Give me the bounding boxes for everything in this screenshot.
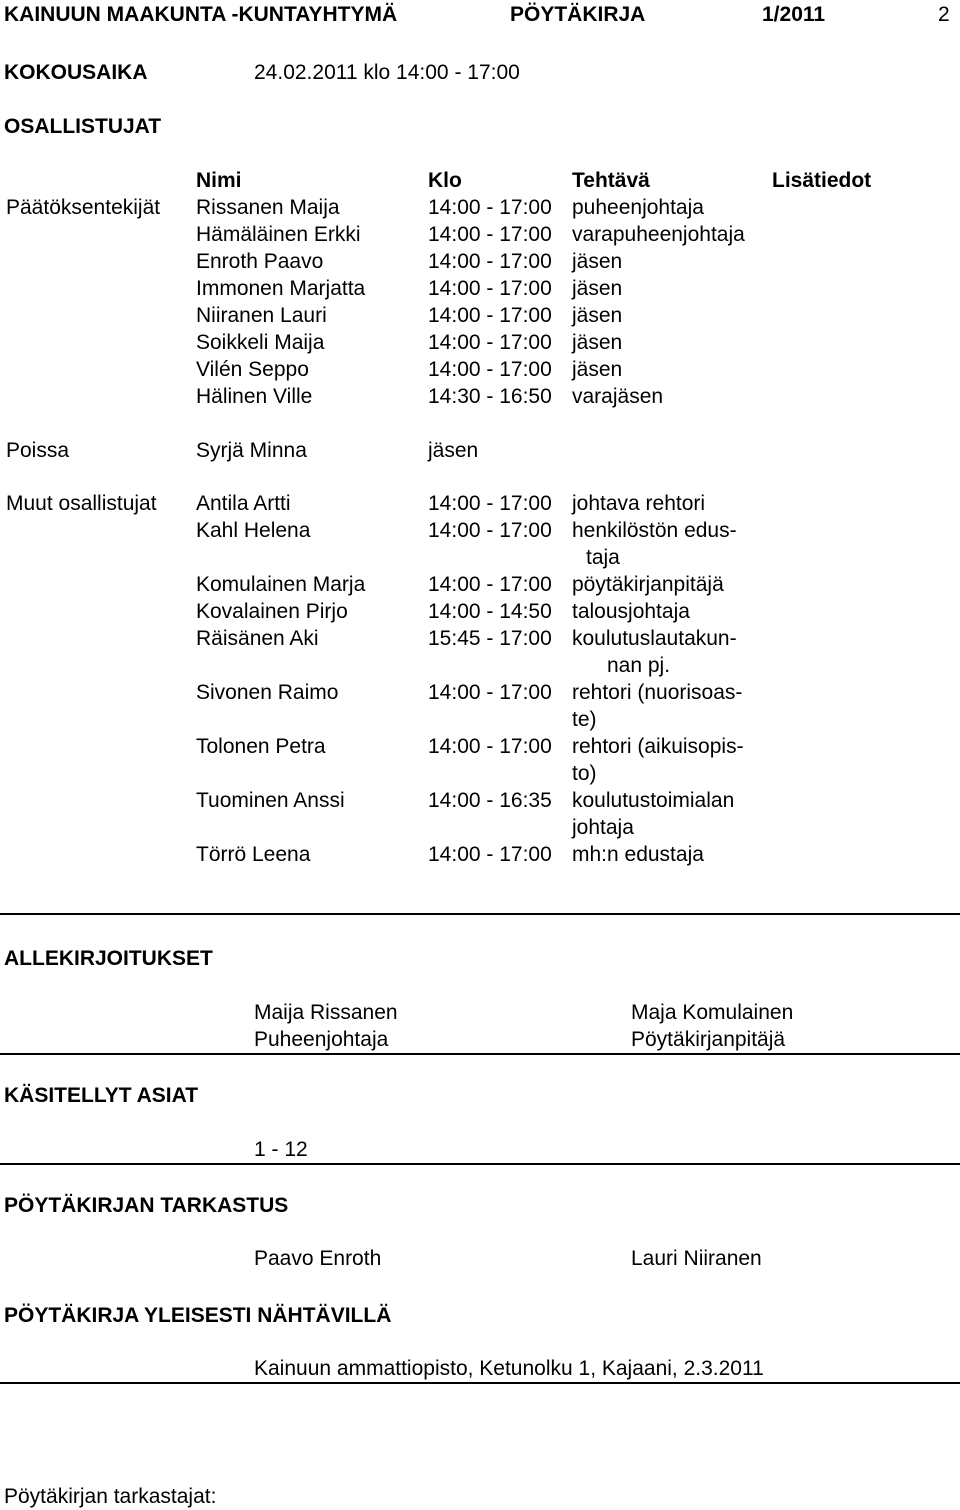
handled-items-value: 1 - 12 [254,1138,308,1161]
participant-time: 14:00 - 17:00 [428,196,552,219]
page-number: 2 [938,3,950,26]
participant-role: jäsen [428,439,479,462]
participant-role: koulutuslautakun- [572,627,737,650]
participant-name: Antila Artti [196,492,291,515]
participant-time: 14:00 - 17:00 [428,358,552,381]
participant-role-continued: nan pj. [607,654,671,677]
participant-name: Enroth Paavo [196,250,324,273]
participant-time: 14:00 - 17:00 [428,681,552,704]
public-display-value: Kainuun ammattiopisto, Ketunolku 1, Kajaani, 2.3.2011 [254,1357,764,1380]
participant-role: rehtori (nuorisoas- [572,681,743,704]
column-header-role: Tehtävä [572,169,650,192]
participant-time: 14:00 - 17:00 [428,304,552,327]
participant-role-continued: taja [586,546,620,569]
participant-time: 14:30 - 16:50 [428,385,552,408]
review-title: PÖYTÄKIRJAN TARKASTUS [4,1194,289,1217]
public-display-title: PÖYTÄKIRJA YLEISESTI NÄHTÄVILLÄ [4,1304,392,1327]
section-divider [0,1163,960,1165]
participant-time: 14:00 - 17:00 [428,277,552,300]
participant-name: Törrö Leena [196,843,311,866]
document-type: PÖYTÄKIRJA [510,3,646,26]
participant-name: Niiranen Lauri [196,304,327,327]
participant-role: henkilöstön edus- [572,519,737,542]
participant-role: varajäsen [572,385,664,408]
participant-time: 14:00 - 17:00 [428,492,552,515]
chair-role: Puheenjohtaja [254,1028,389,1051]
participant-name: Immonen Marjatta [196,277,366,300]
participant-role: jäsen [572,331,623,354]
participant-role: jäsen [572,250,623,273]
section-divider [0,1382,960,1384]
participant-name: Tolonen Petra [196,735,326,758]
participant-name: Hälinen Ville [196,385,313,408]
participant-time: 14:00 - 17:00 [428,250,552,273]
participant-role: talousjohtaja [572,600,690,623]
column-header-name: Nimi [196,169,242,192]
participant-name: Kovalainen Pirjo [196,600,348,623]
participant-role: varapuheenjohtaja [572,223,745,246]
decision-makers-label: Päätöksentekijät [6,196,161,219]
column-header-time: Klo [428,169,462,192]
participant-name: Komulainen Marja [196,573,366,596]
participant-name: Hämäläinen Erkki [196,223,361,246]
secretary-name: Maja Komulainen [631,1001,794,1024]
section-divider [0,1053,960,1055]
other-participants-label: Muut osallistujat [6,492,157,515]
participant-role: rehtori (aikuisopis- [572,735,744,758]
participant-time: 14:00 - 14:50 [428,600,552,623]
participant-role-continued: johtaja [572,816,634,839]
document-number: 1/2011 [762,3,826,26]
reviewer-right: Lauri Niiranen [631,1247,762,1270]
participant-role-continued: te) [572,708,597,731]
secretary-role: Pöytäkirjanpitäjä [631,1028,786,1051]
participant-role-continued: to) [572,762,597,785]
participant-role: jäsen [572,304,623,327]
participant-role: jäsen [572,277,623,300]
participant-name: Vilén Seppo [196,358,309,381]
participant-time: 14:00 - 17:00 [428,519,552,542]
meeting-time-label: KOKOUSAIKA [4,61,148,84]
participant-role: koulutustoimialan [572,789,735,812]
signatures-title: ALLEKIRJOITUKSET [4,947,213,970]
participant-role: puheenjohtaja [572,196,704,219]
reviewer-left: Paavo Enroth [254,1247,382,1270]
participant-time: 14:00 - 17:00 [428,843,552,866]
organization-name: KAINUUN MAAKUNTA -KUNTAYHTYMÄ [4,3,398,26]
reviewers-footer-label: Pöytäkirjan tarkastajat: [4,1485,217,1508]
column-header-info: Lisätiedot [772,169,872,192]
participant-name: Soikkeli Maija [196,331,325,354]
participant-name: Syrjä Minna [196,439,307,462]
participants-title: OSALLISTUJAT [4,115,162,138]
meeting-time-value: 24.02.2011 klo 14:00 - 17:00 [254,61,520,84]
participant-time: 14:00 - 17:00 [428,573,552,596]
participant-time: 14:00 - 17:00 [428,735,552,758]
participant-time: 15:45 - 17:00 [428,627,552,650]
section-divider [0,913,960,915]
participant-role: mh:n edustaja [572,843,704,866]
participant-name: Sivonen Raimo [196,681,339,704]
participant-role: johtava rehtori [572,492,706,515]
participant-name: Tuominen Anssi [196,789,345,812]
participant-time: 14:00 - 17:00 [428,223,552,246]
chair-name: Maija Rissanen [254,1001,398,1024]
participant-role: jäsen [572,358,623,381]
participant-name: Kahl Helena [196,519,311,542]
absent-label: Poissa [6,439,70,462]
handled-items-title: KÄSITELLYT ASIAT [4,1084,199,1107]
participant-role: pöytäkirjanpitäjä [572,573,724,596]
participant-time: 14:00 - 17:00 [428,331,552,354]
participant-time: 14:00 - 16:35 [428,789,552,812]
participant-name: Rissanen Maija [196,196,340,219]
participant-name: Räisänen Aki [196,627,319,650]
